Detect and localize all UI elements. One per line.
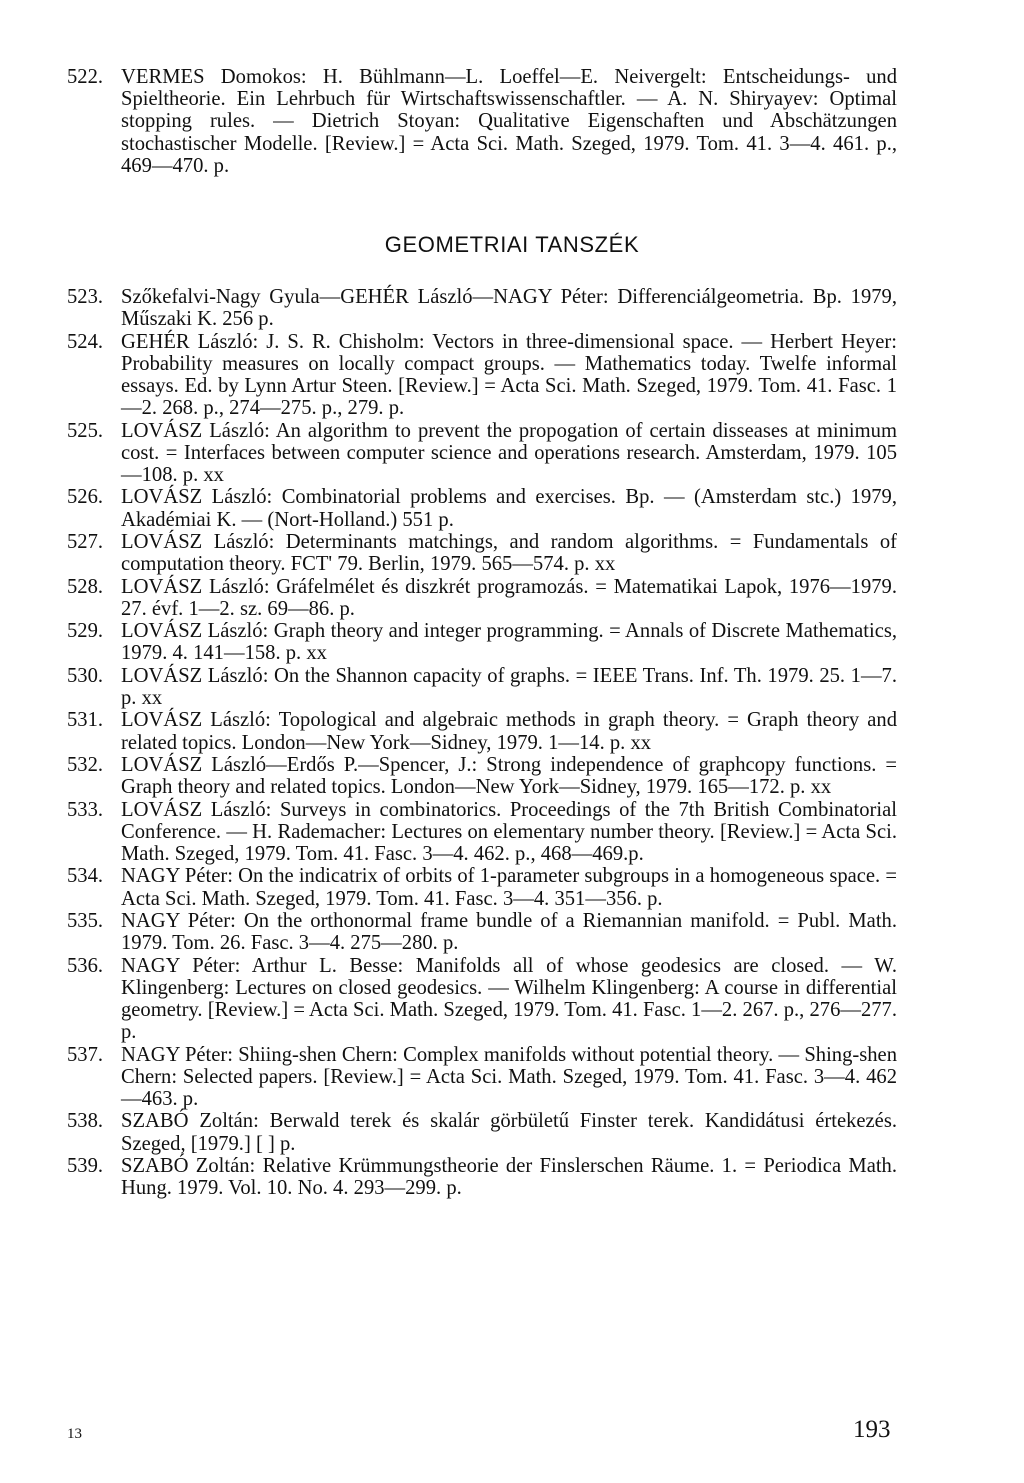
bibliography-entry (67, 754, 897, 798)
entry-text: LOVÁSZ László: On the Shannon capacity of graphs. = IEEE Trans. Inf. Th. 1979. 25. 1—7. p. xx (121, 664, 897, 709)
bibliography-entry (67, 709, 897, 753)
page-number: 193 (853, 1416, 891, 1443)
entry-number: 538. (67, 1110, 104, 1133)
bibliography-entry (67, 1155, 897, 1199)
entry-text: LOVÁSZ László: Graph theory and integer programming. = Annals of Discrete Mathematics, 1979. 4. 141—158. p. xx (121, 620, 897, 665)
entry-number: 531. (67, 709, 104, 732)
entry-number: 530. (67, 664, 104, 687)
entry-number: 534. (67, 865, 104, 888)
entry-number: 528. (67, 575, 104, 598)
bibliography-list (67, 286, 897, 1200)
entry-number: 529. (67, 620, 104, 643)
entry-number: 527. (67, 530, 104, 553)
entry-text: LOVÁSZ László: Gráfelmélet és diszkrét programozás. = Matematikai Lapok, 1976—1979. 27. évf. 1—2. sz. 69—86. p. (121, 575, 897, 620)
entry-text: NAGY Péter: Arthur L. Besse: Manifolds all of whose geodesics are closed. — W. Klingenberg: Lectures on closed geodesics. — Wilhelm Klingenberg: A course in differential geometry. [Review.] = Acta Sci. Math. Szeged, 1979. Tom. 41. Fasc. 1—2. 267. p., 276—277. p. (121, 954, 897, 1044)
entry-text: LOVÁSZ László: Combinatorial problems and exercises. Bp. — (Amsterdam stc.) 1979, Akadémiai K. — (Nort-Holland.) 551 p. (121, 486, 897, 531)
entry-text: VERMES Domokos: H. Bühlmann—L. Loeffel—E. Neivergelt: Entscheidungs- und Spieltheorie. Ein Lehrbuch für Wirtschaftswissenschaftler. — A. N. Shiryayev: Optimal stopping rules. — Dietrich Stoyan: Qualitative Eigenschaften und Abschätzungen stochastischer Modelle. [Review.] = Acta Sci. Math. Szeged, 1979. Tom. 41. 3—4. 461. p., 469—470. p. (121, 66, 897, 177)
entry-text: LOVÁSZ László: Topological and algebraic methods in graph theory. = Graph theory and related topics. London—New York—Sidney, 1979. 1—14. p. xx (121, 709, 897, 754)
bibliography-entry (67, 1110, 897, 1154)
entry-text: NAGY Péter: Shiing-shen Chern: Complex manifolds without potential theory. — Shing-shen Chern: Selected papers. [Review.] = Acta Sci. Math. Szeged, 1979. Tom. 41. Fasc. 3—4. 462—463. p. (121, 1043, 897, 1110)
entry-text: GEHÉR László: J. S. R. Chisholm: Vectors in three-dimensional space. — Herbert Heyer: Probability measures on locally compact groups. — Mathematics today. Twelfe informal essays. Ed. by Lynn Artur Steen. [Review.] = Acta Sci. Math. Szeged, 1979. Tom. 41. Fasc. 1—2. 268. p., 274—275. p., 279. p. (121, 330, 897, 420)
entry-text: SZABÓ Zoltán: Relative Krümmungstheorie der Finslerschen Räume. 1. = Periodica Math. Hung. 1979. Vol. 10. No. 4. 293—299. p. (121, 1154, 897, 1200)
bibliography-entry (67, 576, 897, 620)
top-entries (67, 66, 897, 177)
entry-text: LOVÁSZ László—Erdős P.—Spencer, J.: Strong independence of graphcopy functions. = Graph theory and related topics. London—New York—Sidney, 1979. 165—172. p. xx (121, 753, 897, 799)
entry-text: LOVÁSZ László: Determinants matchings, and random algorithms. = Fundamentals of computation theory. FCT' 79. Berlin, 1979. 565—574. p. xx (121, 530, 897, 576)
bibliography-entry (67, 665, 897, 709)
bibliography-entry (67, 486, 897, 530)
entry-text: Szőkefalvi-Nagy Gyula—GEHÉR László—NAGY Péter: Differenciálgeometria. Bp. 1979, Műszaki K. 256 p. (121, 286, 897, 331)
bibliography-entry (67, 286, 897, 330)
bibliography-entry (67, 66, 897, 177)
entry-text: SZABÓ Zoltán: Berwald terek és skalár görbületű Finster terek. Kandidátusi értekezés. Szeged, [1979.] [ ] p. (121, 1110, 897, 1155)
entry-number: 536. (67, 954, 104, 977)
entry-number: 533. (67, 798, 104, 821)
entry-text: LOVÁSZ László: An algorithm to prevent the propogation of certain disseases at minimum cost. = Interfaces between computer science and operations research. Amsterdam, 1979. 105—108. p. xx (121, 419, 897, 486)
entry-number: 522. (67, 66, 104, 88)
entry-number: 525. (67, 419, 104, 442)
bibliography-entry (67, 955, 897, 1044)
entry-number: 524. (67, 330, 104, 353)
entry-number: 526. (67, 486, 104, 509)
bibliography-entry (67, 531, 897, 575)
bibliography-entry (67, 865, 897, 909)
bibliography-entry (67, 1044, 897, 1111)
printer-signature: 13 (67, 1426, 82, 1442)
bibliography-entry (67, 910, 897, 954)
bibliography-entry (67, 799, 897, 866)
entry-number: 535. (67, 909, 104, 932)
entry-text: NAGY Péter: On the indicatrix of orbits of 1-parameter subgroups in a homogeneous space. = Acta Sci. Math. Szeged, 1979. Tom. 41. Fasc. 3—4. 351—356. p. (121, 865, 897, 910)
entry-text: LOVÁSZ László: Surveys in combinatorics. Proceedings of the 7th British Combinatorial Conference. — H. Rademacher: Lectures on elementary number theory. [Review.] = Acta Sci. Math. Szeged, 1979. Tom. 41. Fasc. 3—4. 462. p., 468—469.p. (121, 798, 897, 865)
entry-number: 523. (67, 286, 104, 308)
bibliography-entry (67, 620, 897, 664)
bibliography-entry (67, 331, 897, 420)
entry-number: 537. (67, 1043, 104, 1066)
entry-text: NAGY Péter: On the orthonormal frame bundle of a Riemannian manifold. = Publ. Math. 1979. Tom. 26. Fasc. 3—4. 275—280. p. (121, 909, 897, 955)
entry-number: 532. (67, 753, 104, 776)
entry-number: 539. (67, 1154, 104, 1177)
bibliography-entry (67, 420, 897, 487)
section-title: GEOMETRIAI TANSZÉK (384, 232, 640, 257)
